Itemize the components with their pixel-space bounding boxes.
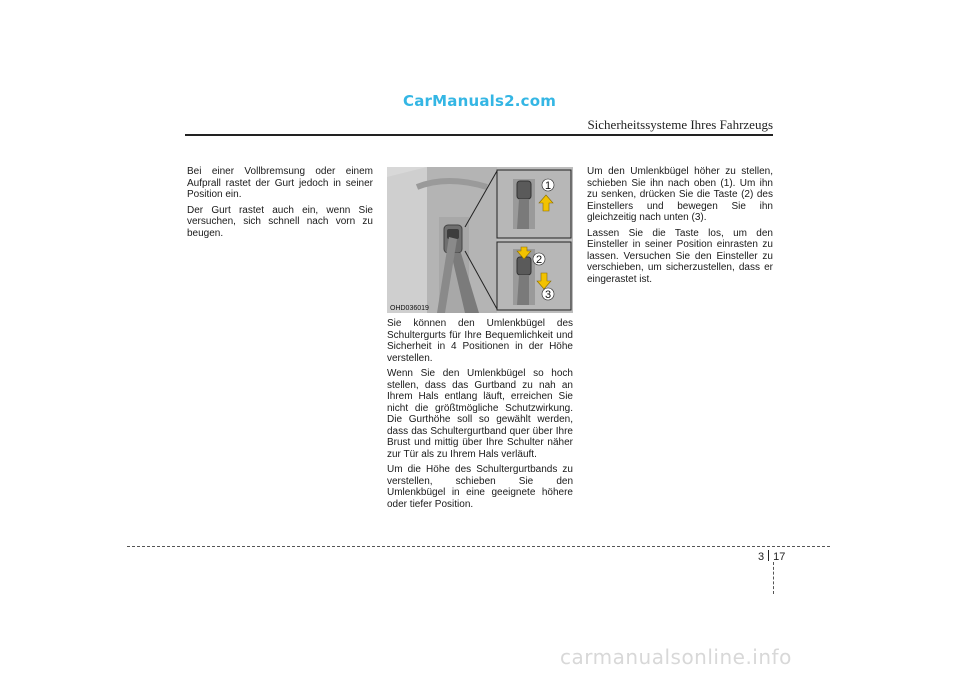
section-title: Sicherheitssysteme Ihres Fahrzeugs [587,117,773,132]
paragraph: Um die Höhe des Schultergurtbands zu verstellen, schieben Sie den Umlenkbügel in eine geeignete höhere oder tiefer Position. [387,464,573,510]
callout-2: 2 [535,254,543,266]
paragraph: Sie können den Umlenkbügel des Schultergurts für Ihre Bequemlichkeit und Sicherheit in 4 Positionen in der Höhe verstellen. [387,318,573,364]
header-rule [185,134,773,136]
seatbelt-illustration [387,167,573,313]
callout-3: 3 [544,289,552,301]
text-column-middle [387,318,573,514]
page-marker-line [773,562,774,594]
text-column-right [587,166,773,289]
page-number-separator [768,550,769,561]
footer-rule [127,546,830,547]
figure-code: OHD036019 [390,305,429,312]
watermark-bottom: carmanualsonline.info [560,645,792,669]
seatbelt-height-adjuster-figure [387,167,573,313]
paragraph: Lassen Sie die Taste los, um den Einsteller in seiner Position einrasten zu lassen. Versuchen Sie den Einsteller zu verschieben, um sicherzustellen, dass er eingerastet ist. [587,227,773,285]
page-number [758,550,785,563]
paragraph: Bei einer Vollbremsung oder einem Aufprall rastet der Gurt jedoch in seiner Position ein. [187,166,373,200]
text-column-left [187,166,373,243]
paragraph: Wenn Sie den Umlenkbügel so hoch stellen, dass das Gurtband zu nah an Ihrem Hals entlang läuft, erreichen Sie nicht die größtmögliche Schutzwirkung. Die Gurthöhe soll so gewählt werden, dass das Schultergurtband quer über Ihre Brust und mittig über Ihre Schulter näher zur Tür als zu Ihrem Hals verläuft. [387,368,573,460]
paragraph: Um den Umlenkbügel höher zu stellen, schieben Sie ihn nach oben (1). Um ihn zu senken, drücken Sie die Taste (2) des Einstellers und bewegen Sie ihn gleichzeitig nach unten (3). [587,166,773,223]
chapter-number: 3 [758,551,765,563]
page-index: 17 [773,551,786,563]
paragraph: Der Gurt rastet auch ein, wenn Sie versuchen, sich schnell nach vorn zu beugen. [187,204,373,239]
watermark-logo: CarManuals2.com [403,92,557,110]
callout-1: 1 [544,180,552,192]
